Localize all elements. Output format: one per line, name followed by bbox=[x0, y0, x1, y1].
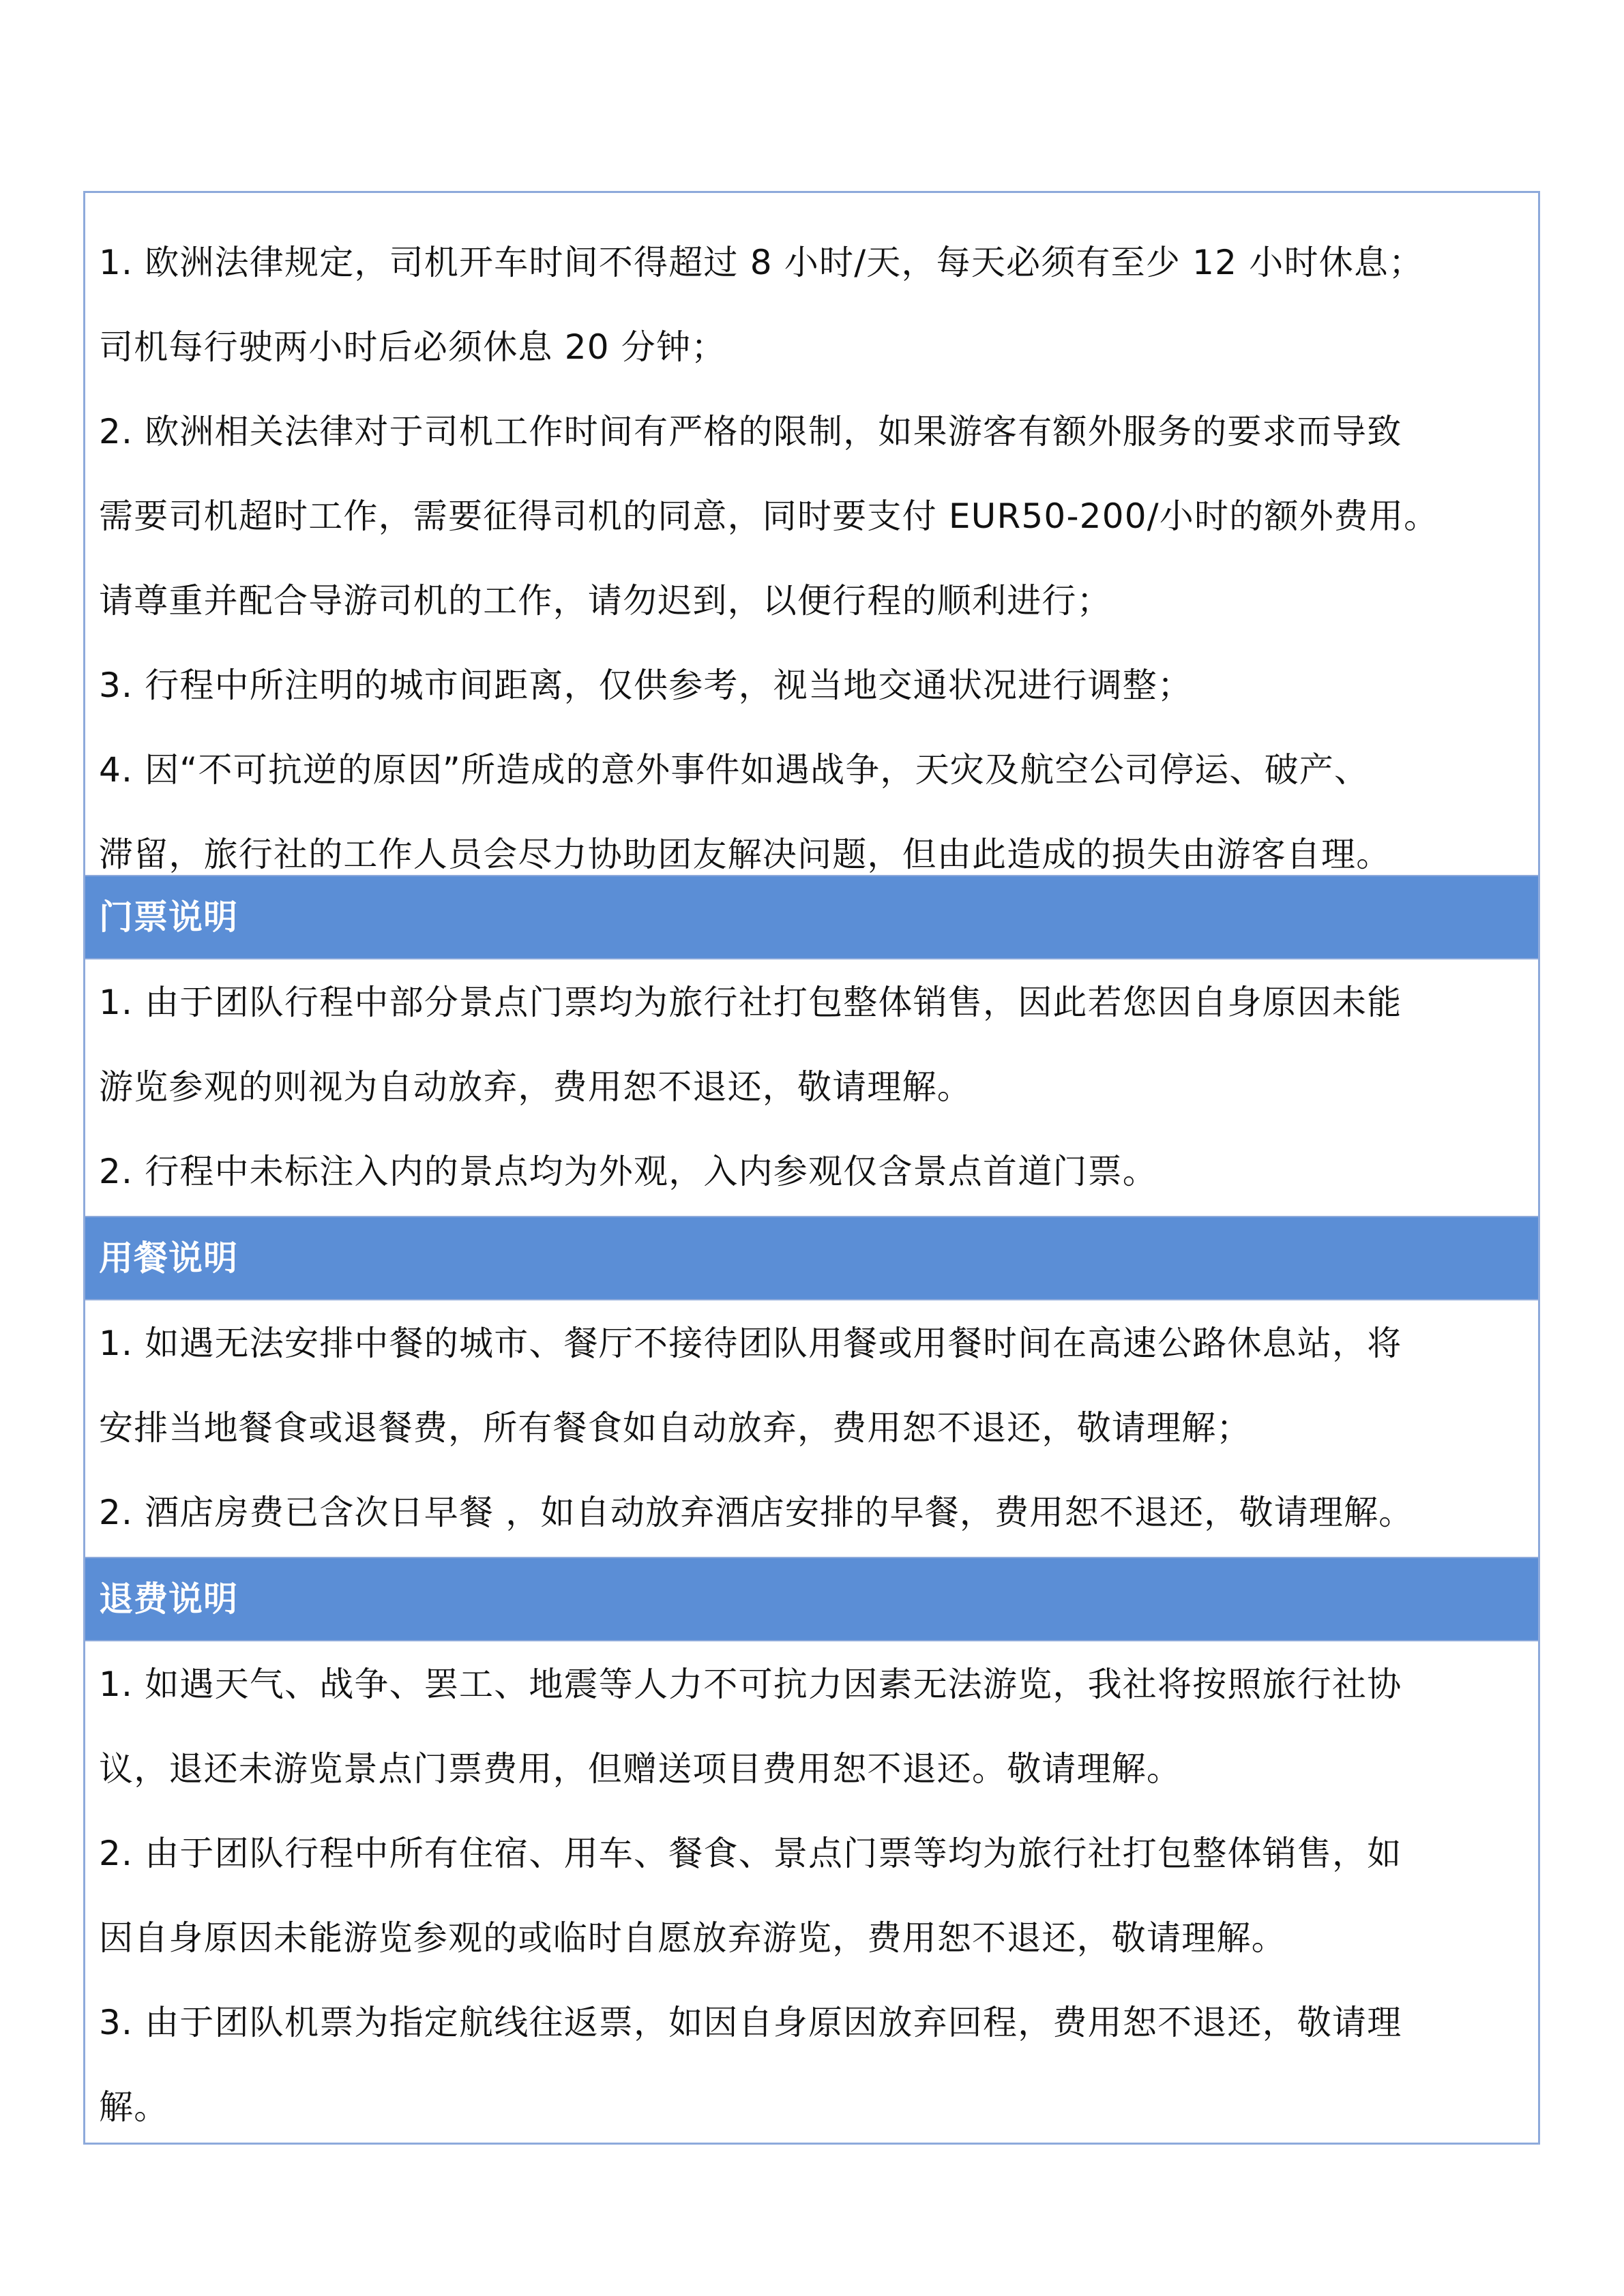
text-line: 4. 因“不可抗逆的原因”所造成的意外事件如遇战争，天灾及航空公司停运、破产、 bbox=[99, 750, 1370, 790]
ticket-section-title: 门票说明 bbox=[99, 897, 238, 937]
text-line: 2. 由于团队行程中所有住宿、用车、餐食、景点门票等均为旅行社打包整体销售，如 bbox=[99, 1834, 1402, 1873]
meal-section-header bbox=[85, 1216, 1538, 1300]
text-line: 1. 如遇天气、战争、罢工、地震等人力不可抗力因素无法游览，我社将按照旅行社协 bbox=[99, 1665, 1402, 1704]
ticket-section-body bbox=[85, 960, 1538, 1214]
text-line: 1. 如遇无法安排中餐的城市、餐厅不接待团队用餐或用餐时间在高速公路休息站，将 bbox=[99, 1324, 1402, 1363]
text-line: 1. 欧洲法律规定，司机开车时间不得超过 8 小时/天，每天必须有至少 12 小时休息； bbox=[99, 243, 1424, 282]
text-line: 议，退还未游览景点门票费用，但赠送项目费用恕不退还。敬请理解。 bbox=[99, 1749, 1182, 1789]
text-line: 2. 酒店房费已含次日早餐 ，如自动放弃酒店安排的早餐，费用恕不退还，敬请理解。 bbox=[99, 1493, 1414, 1532]
driver-notes-block bbox=[85, 220, 1538, 897]
text-line: 需要司机超时工作，需要征得司机的同意，同时要支付 EUR50-200/小时的额外费用。 bbox=[99, 496, 1439, 536]
text-line: 2. 行程中未标注入内的景点均为外观，入内参观仅含景点首道门票。 bbox=[99, 1152, 1157, 1191]
document-table bbox=[83, 191, 1540, 2145]
text-line: 司机每行驶两小时后必须休息 20 分钟； bbox=[99, 327, 726, 367]
meal-section-title: 用餐说明 bbox=[99, 1238, 238, 1278]
ticket-section-header bbox=[85, 875, 1538, 959]
text-line: 滞留，旅行社的工作人员会尽力协助团友解决问题，但由此造成的损失由游客自理。 bbox=[99, 835, 1391, 874]
text-line: 游览参观的则视为自动放弃，费用恕不退还，敬请理解。 bbox=[99, 1067, 972, 1107]
text-line: 解。 bbox=[99, 2087, 169, 2127]
text-line: 2. 欧洲相关法律对于司机工作时间有严格的限制，如果游客有额外服务的要求而导致 bbox=[99, 412, 1402, 451]
text-line: 3. 由于团队机票为指定航线往返票，如因自身原因放弃回程，费用恕不退还，敬请理 bbox=[99, 2003, 1402, 2042]
text-line: 安排当地餐食或退餐费，所有餐食如自动放弃，费用恕不退还，敬请理解； bbox=[99, 1408, 1252, 1448]
refund-section-title: 退费说明 bbox=[99, 1579, 238, 1619]
text-line: 因自身原因未能游览参观的或临时自愿放弃游览，费用恕不退还，敬请理解。 bbox=[99, 1918, 1286, 1958]
text-line: 请尊重并配合导游司机的工作，请勿迟到，以便行程的顺利进行； bbox=[99, 581, 1112, 621]
refund-section-header bbox=[85, 1557, 1538, 1641]
text-line: 1. 由于团队行程中部分景点门票均为旅行社打包整体销售，因此若您因自身原因未能 bbox=[99, 983, 1402, 1022]
meal-section-body bbox=[85, 1301, 1538, 1555]
refund-section-body bbox=[85, 1642, 1538, 2149]
text-line: 3. 行程中所注明的城市间距离，仅供参考，视当地交通状况进行调整； bbox=[99, 666, 1193, 705]
